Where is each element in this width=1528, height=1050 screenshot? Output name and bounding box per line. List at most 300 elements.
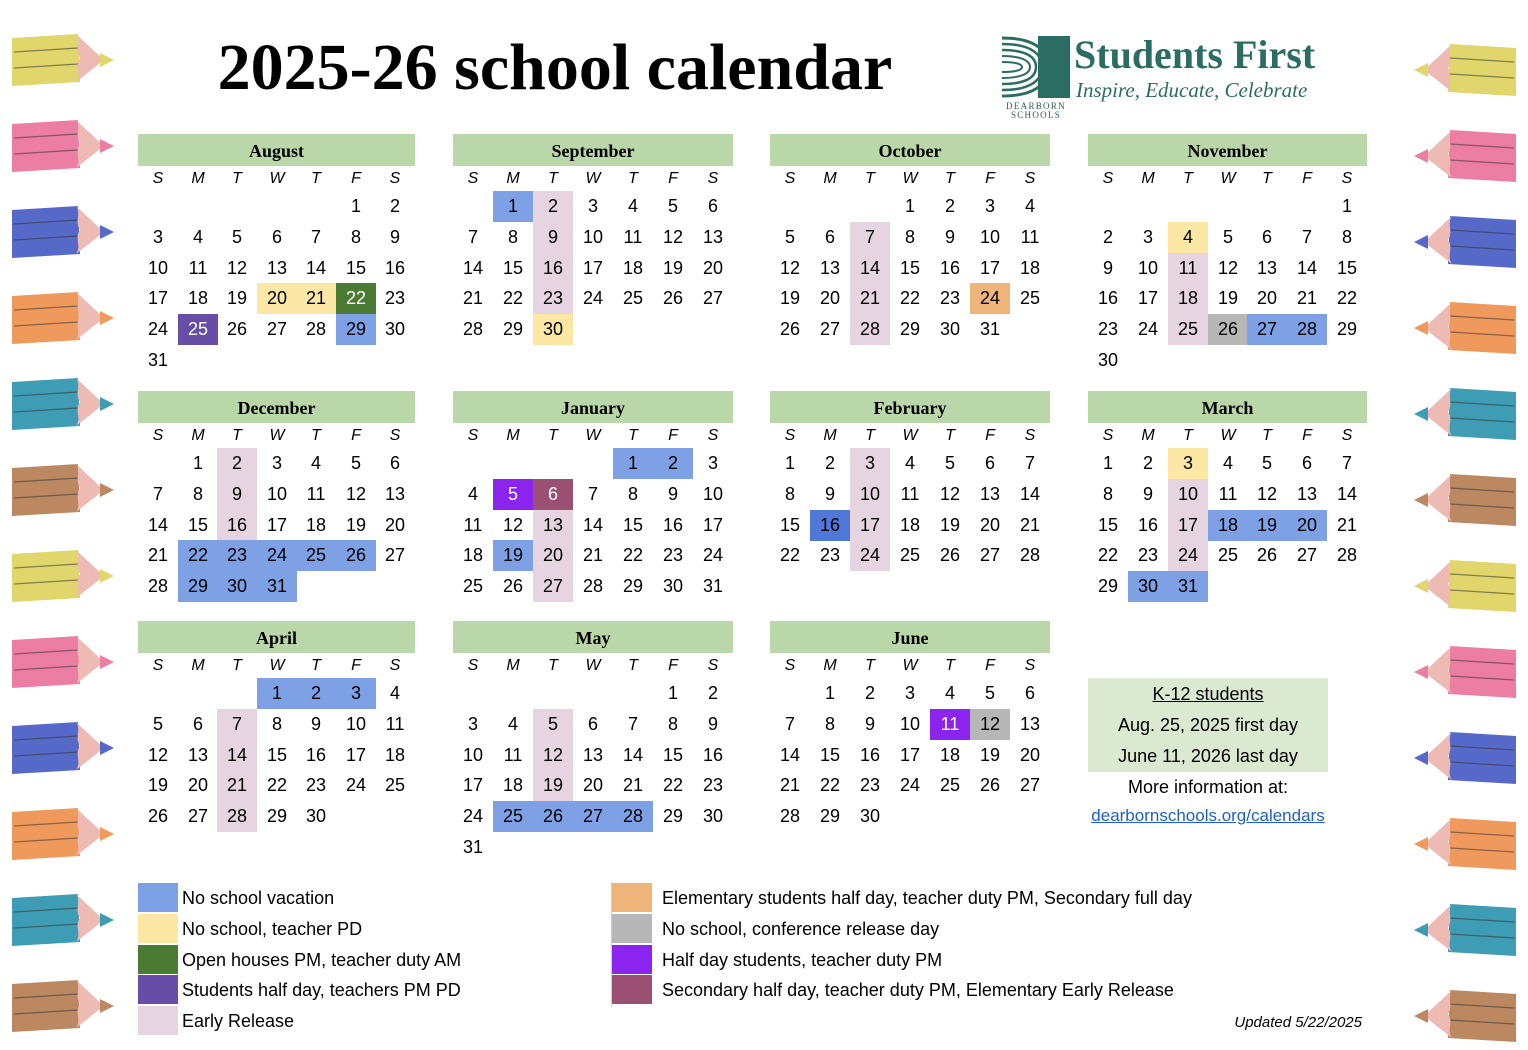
weekday-label: T: [1262, 170, 1272, 187]
pencil-icon: [1412, 816, 1518, 877]
legend-label: No school, conference release day: [662, 918, 940, 939]
day-cell: 1: [824, 683, 835, 703]
day-cell: 29: [899, 319, 921, 340]
day-cell: 5: [350, 453, 361, 473]
day-cell: 11: [1168, 253, 1208, 284]
day-cell: 5: [944, 453, 955, 473]
day-cell: 16: [702, 744, 724, 765]
day-cell: 21: [850, 283, 890, 314]
day-cell: 13: [582, 744, 604, 765]
day-cell: 4: [627, 196, 638, 216]
day-cell: 28: [613, 801, 653, 832]
day-cell: 28: [462, 319, 484, 340]
day-cell: 20: [257, 283, 297, 314]
day-cell: 30: [305, 806, 327, 827]
last-day-text: June 11, 2026 last day: [1118, 746, 1298, 766]
legend-swatch: [612, 945, 652, 974]
day-cell: 27: [1247, 314, 1287, 345]
day-cell: 11: [463, 514, 483, 535]
day-cell: 25: [1217, 545, 1239, 566]
day-cell: 28: [1019, 545, 1041, 566]
day-cell: 22: [779, 545, 801, 566]
day-cell: 2: [864, 683, 875, 703]
weekday-label: S: [467, 170, 479, 187]
day-cell: 18: [939, 744, 961, 765]
pencil-icon: [1412, 128, 1518, 189]
month-header: June: [770, 621, 1050, 653]
day-cell: 19: [979, 744, 1001, 765]
month-header: August: [138, 134, 415, 166]
day-cell: 1: [667, 683, 678, 703]
day-cell: 8: [350, 226, 361, 247]
day-cell: 4: [1222, 453, 1233, 473]
day-cell: 24: [257, 540, 297, 571]
day-cell: 4: [310, 453, 321, 473]
day-cell: 21: [1296, 288, 1318, 309]
day-cell: 26: [502, 576, 524, 597]
month-header: December: [138, 391, 415, 423]
day-cell: 2: [824, 453, 835, 473]
day-cell: 25: [296, 540, 336, 571]
weekday-label: S: [467, 427, 479, 444]
day-cell: 29: [819, 806, 841, 827]
legend-swatch: [138, 945, 178, 974]
day-cell: 16: [1097, 288, 1119, 309]
day-cell: 12: [939, 483, 961, 504]
day-cell: 20: [384, 514, 406, 535]
day-cell: 15: [779, 514, 801, 535]
day-cell: 25: [462, 576, 484, 597]
day-cell: 29: [622, 576, 644, 597]
month-header: September: [453, 134, 733, 166]
day-cell: 10: [899, 713, 921, 734]
day-cell: 23: [819, 545, 841, 566]
pencil-icon: [10, 806, 116, 867]
day-cell: 13: [1256, 257, 1278, 278]
legend-swatch: [138, 975, 178, 1004]
day-cell: 22: [622, 545, 644, 566]
weekday-label: W: [269, 427, 285, 444]
day-cell: 7: [310, 226, 321, 247]
day-cell: 23: [533, 283, 573, 314]
day-cell: 12: [1256, 483, 1278, 504]
day-cell: 17: [147, 288, 169, 309]
weekday-label: S: [1102, 427, 1114, 444]
day-cell: 2: [389, 196, 400, 216]
weekday-label: W: [902, 170, 918, 187]
day-cell: 8: [784, 483, 795, 504]
day-cell: 22: [662, 775, 684, 796]
day-cell: 7: [217, 709, 257, 740]
day-cell: 6: [1261, 226, 1272, 247]
weekday-label: W: [585, 170, 601, 187]
month-header: May: [453, 621, 733, 653]
weekday-label: M: [506, 170, 520, 187]
legend-label: Open houses PM, teacher duty AM: [182, 949, 462, 970]
weekday-label: F: [668, 170, 678, 187]
day-cell: 6: [1301, 453, 1312, 473]
day-cell: 28: [147, 576, 169, 597]
weekday-label: S: [389, 657, 401, 674]
day-cell: 6: [389, 453, 400, 473]
day-cell: 17: [266, 514, 288, 535]
day-cell: 2: [707, 683, 718, 703]
weekday-label: S: [389, 427, 401, 444]
pencil-icon: [1412, 300, 1518, 361]
weekday-label: T: [628, 170, 638, 187]
day-cell: 10: [266, 483, 288, 504]
day-cell: 1: [493, 191, 533, 222]
day-cell: 15: [899, 257, 921, 278]
day-cell: 18: [1019, 257, 1041, 278]
day-cell: 8: [1102, 483, 1113, 504]
day-cell: 20: [819, 288, 841, 309]
day-cell: 29: [178, 571, 218, 602]
more-info-text: More information at:: [1127, 777, 1289, 797]
day-cell: 10: [582, 226, 604, 247]
day-cell: 30: [533, 314, 573, 345]
day-cell: 17: [1168, 510, 1208, 541]
weekday-label: S: [784, 657, 796, 674]
day-cell: 7: [627, 713, 638, 734]
day-cell: 8: [271, 713, 282, 734]
day-cell: 14: [622, 744, 644, 765]
day-cell: 1: [784, 453, 795, 473]
weekday-label: T: [232, 427, 242, 444]
day-cell: 16: [939, 257, 961, 278]
day-cell: 15: [502, 257, 524, 278]
day-cell: 4: [904, 453, 915, 473]
day-cell: 23: [384, 288, 406, 309]
day-cell: 18: [622, 257, 644, 278]
day-cell: 22: [336, 283, 376, 314]
day-cell: 19: [493, 540, 533, 571]
day-cell: 13: [533, 510, 573, 541]
weekday-label: T: [1183, 427, 1193, 444]
day-cell: 13: [266, 257, 288, 278]
day-cell: 19: [1247, 510, 1287, 541]
pencil-icon: [1412, 644, 1518, 705]
weekday-label: S: [707, 657, 719, 674]
day-cell: 8: [507, 226, 518, 247]
day-cell: 3: [587, 196, 598, 216]
day-cell: 6: [984, 453, 995, 473]
day-cell: 6: [192, 713, 203, 734]
day-cell: 24: [1137, 319, 1159, 340]
weekday-label: M: [191, 427, 205, 444]
day-cell: 16: [1137, 514, 1159, 535]
weekday-label: W: [269, 657, 285, 674]
day-cell: 22: [899, 288, 921, 309]
day-cell: 17: [899, 744, 921, 765]
day-cell: 1: [1102, 453, 1113, 473]
day-cell: 21: [217, 770, 257, 801]
pencil-icon: [10, 548, 116, 609]
day-cell: 3: [336, 678, 376, 709]
day-cell: 16: [305, 744, 327, 765]
day-cell: 27: [573, 801, 613, 832]
day-cell: 12: [533, 740, 573, 771]
day-cell: 6: [533, 479, 573, 510]
day-cell: 18: [1168, 283, 1208, 314]
day-cell: 14: [1296, 257, 1318, 278]
day-cell: 24: [850, 540, 890, 571]
day-cell: 27: [1019, 775, 1041, 796]
weekday-label: M: [823, 657, 837, 674]
page-title: 2025-26 school calendar: [217, 31, 893, 104]
day-cell: 14: [779, 744, 801, 765]
day-cell: 24: [970, 283, 1010, 314]
weekday-label: S: [1024, 427, 1036, 444]
legend-label: No school, teacher PD: [182, 918, 363, 939]
day-cell: 12: [662, 226, 684, 247]
day-cell: 11: [385, 713, 405, 734]
day-cell: 11: [1020, 226, 1040, 247]
weekday-label: S: [707, 170, 719, 187]
weekday-label: T: [945, 657, 955, 674]
weekday-label: T: [311, 657, 321, 674]
day-cell: 19: [779, 288, 801, 309]
day-cell: 5: [533, 709, 573, 740]
day-cell: 25: [178, 314, 218, 345]
weekday-label: M: [1141, 427, 1155, 444]
day-cell: 13: [187, 744, 209, 765]
day-cell: 29: [502, 319, 524, 340]
day-cell: 7: [850, 222, 890, 253]
weekday-label: W: [585, 657, 601, 674]
day-cell: 10: [1168, 479, 1208, 510]
weekday-label: W: [269, 170, 285, 187]
day-cell: 19: [662, 257, 684, 278]
day-cell: 11: [503, 744, 523, 765]
day-cell: 13: [702, 226, 724, 247]
day-cell: 24: [345, 775, 367, 796]
day-cell: 6: [271, 226, 282, 247]
weekday-label: S: [152, 427, 164, 444]
day-cell: 5: [1261, 453, 1272, 473]
day-cell: 7: [152, 483, 163, 504]
weekday-label: T: [628, 657, 638, 674]
dearborn-logo-icon: [1000, 34, 1072, 100]
day-cell: 23: [1137, 545, 1159, 566]
day-cell: 8: [1341, 226, 1352, 247]
day-cell: 8: [824, 713, 835, 734]
day-cell: 19: [147, 775, 169, 796]
day-cell: 23: [939, 288, 961, 309]
month-header: March: [1088, 391, 1367, 423]
day-cell: 17: [582, 257, 604, 278]
day-cell: 2: [296, 678, 336, 709]
day-cell: 10: [147, 257, 169, 278]
day-cell: 20: [702, 257, 724, 278]
day-cell: 18: [187, 288, 209, 309]
day-cell: 4: [467, 483, 478, 504]
weekday-label: F: [985, 427, 995, 444]
day-cell: 27: [702, 288, 724, 309]
day-cell: 6: [1024, 683, 1035, 703]
day-cell: 28: [1336, 545, 1358, 566]
day-cell: 22: [1336, 288, 1358, 309]
day-cell: 31: [1168, 571, 1208, 602]
weekday-label: T: [945, 170, 955, 187]
day-cell: 14: [1019, 483, 1041, 504]
logo-tagline: Inspire, Educate, Celebrate: [1076, 78, 1308, 102]
day-cell: 18: [502, 775, 524, 796]
day-cell: 12: [779, 257, 801, 278]
weekday-label: F: [668, 657, 678, 674]
day-cell: 20: [533, 540, 573, 571]
day-cell: 30: [1128, 571, 1168, 602]
day-cell: 20: [187, 775, 209, 796]
day-cell: 13: [979, 483, 1001, 504]
day-cell: 28: [850, 314, 890, 345]
day-cell: 5: [152, 713, 163, 734]
day-cell: 30: [1097, 350, 1119, 370]
pencil-icon: [1412, 214, 1518, 275]
day-cell: 1: [257, 678, 297, 709]
day-cell: 24: [899, 775, 921, 796]
day-cell: 3: [850, 448, 890, 479]
pencil-icon: [10, 204, 116, 265]
day-cell: 15: [1336, 257, 1358, 278]
weekday-label: T: [865, 657, 875, 674]
day-cell: 27: [819, 319, 841, 340]
weekday-label: S: [707, 427, 719, 444]
day-cell: 19: [1217, 288, 1239, 309]
day-cell: 14: [462, 257, 484, 278]
day-cell: 29: [662, 806, 684, 827]
day-cell: 3: [707, 453, 718, 473]
day-cell: 30: [859, 806, 881, 827]
day-cell: 22: [502, 288, 524, 309]
day-cell: 9: [667, 483, 678, 504]
day-cell: 21: [779, 775, 801, 796]
pencil-icon: [1412, 42, 1518, 103]
day-cell: 14: [305, 257, 327, 278]
day-cell: 28: [1287, 314, 1327, 345]
day-cell: 9: [389, 226, 400, 247]
pencil-icon: [10, 376, 116, 437]
day-cell: 29: [1336, 319, 1358, 340]
day-cell: 31: [979, 319, 1001, 340]
day-cell: 12: [226, 257, 248, 278]
day-cell: 11: [623, 226, 643, 247]
weekday-label: T: [548, 170, 558, 187]
day-cell: 23: [859, 775, 881, 796]
weekday-label: T: [548, 427, 558, 444]
weekday-label: T: [232, 657, 242, 674]
day-cell: 24: [147, 319, 169, 340]
day-cell: 25: [622, 288, 644, 309]
day-cell: 31: [462, 837, 484, 857]
pencil-icon: [10, 118, 116, 179]
pencil-icon: [10, 462, 116, 523]
month-header: October: [770, 134, 1050, 166]
day-cell: 15: [819, 744, 841, 765]
legend-swatch: [138, 914, 178, 943]
day-cell: 13: [1019, 713, 1041, 734]
day-cell: 9: [824, 483, 835, 504]
day-cell: 21: [622, 775, 644, 796]
day-cell: 6: [707, 196, 718, 216]
day-cell: 5: [1222, 226, 1233, 247]
day-cell: 15: [187, 514, 209, 535]
day-cell: 25: [384, 775, 406, 796]
day-cell: 26: [533, 801, 573, 832]
day-cell: 16: [859, 744, 881, 765]
weekday-label: W: [585, 427, 601, 444]
weekday-label: S: [1102, 170, 1114, 187]
day-cell: 29: [266, 806, 288, 827]
weekday-label: T: [1183, 170, 1193, 187]
pencil-icon: [10, 892, 116, 953]
calendars-link[interactable]: dearbornschools.org/calendars: [1091, 806, 1325, 825]
day-cell: 20: [1019, 744, 1041, 765]
weekday-label: M: [191, 170, 205, 187]
day-cell: 30: [702, 806, 724, 827]
weekday-label: T: [311, 427, 321, 444]
day-cell: 27: [187, 806, 209, 827]
weekday-label: F: [1302, 170, 1312, 187]
day-cell: 20: [979, 514, 1001, 535]
pencil-icon: [10, 720, 116, 781]
weekday-label: T: [548, 657, 558, 674]
day-cell: 28: [217, 801, 257, 832]
day-cell: 27: [1296, 545, 1318, 566]
day-cell: 27: [384, 545, 406, 566]
day-cell: 2: [1102, 226, 1113, 247]
day-cell: 4: [192, 226, 203, 247]
day-cell: 26: [1208, 314, 1248, 345]
day-cell: 27: [533, 571, 573, 602]
day-cell: 17: [702, 514, 724, 535]
day-cell: 17: [345, 744, 367, 765]
weekday-label: S: [1341, 170, 1353, 187]
day-cell: 2: [944, 196, 955, 216]
day-cell: 21: [1019, 514, 1041, 535]
weekday-label: T: [232, 170, 242, 187]
day-cell: 16: [533, 253, 573, 284]
day-cell: 15: [662, 744, 684, 765]
pencil-icon: [10, 634, 116, 695]
day-cell: 2: [1142, 453, 1153, 473]
day-cell: 22: [266, 775, 288, 796]
day-cell: 13: [819, 257, 841, 278]
month-header: April: [138, 621, 415, 653]
day-cell: 30: [384, 319, 406, 340]
day-cell: 3: [904, 683, 915, 703]
day-cell: 23: [305, 775, 327, 796]
day-cell: 30: [939, 319, 961, 340]
day-cell: 26: [939, 545, 961, 566]
month-header: February: [770, 391, 1050, 423]
day-cell: 7: [1024, 453, 1035, 473]
day-cell: 4: [944, 683, 955, 703]
day-cell: 19: [939, 514, 961, 535]
day-cell: 9: [944, 226, 955, 247]
day-cell: 12: [1217, 257, 1239, 278]
day-cell: 26: [979, 775, 1001, 796]
pencil-icon: [1412, 988, 1518, 1049]
day-cell: 16: [384, 257, 406, 278]
day-cell: 20: [582, 775, 604, 796]
weekday-label: T: [1262, 427, 1272, 444]
legend-divider: [611, 882, 612, 1007]
legend-label: Secondary half day, teacher duty PM, Elementary Early Release: [662, 980, 1174, 1001]
legend-label: Students half day, teachers PM PD: [182, 980, 461, 1001]
day-cell: 7: [784, 713, 795, 734]
day-cell: 4: [1024, 196, 1035, 216]
